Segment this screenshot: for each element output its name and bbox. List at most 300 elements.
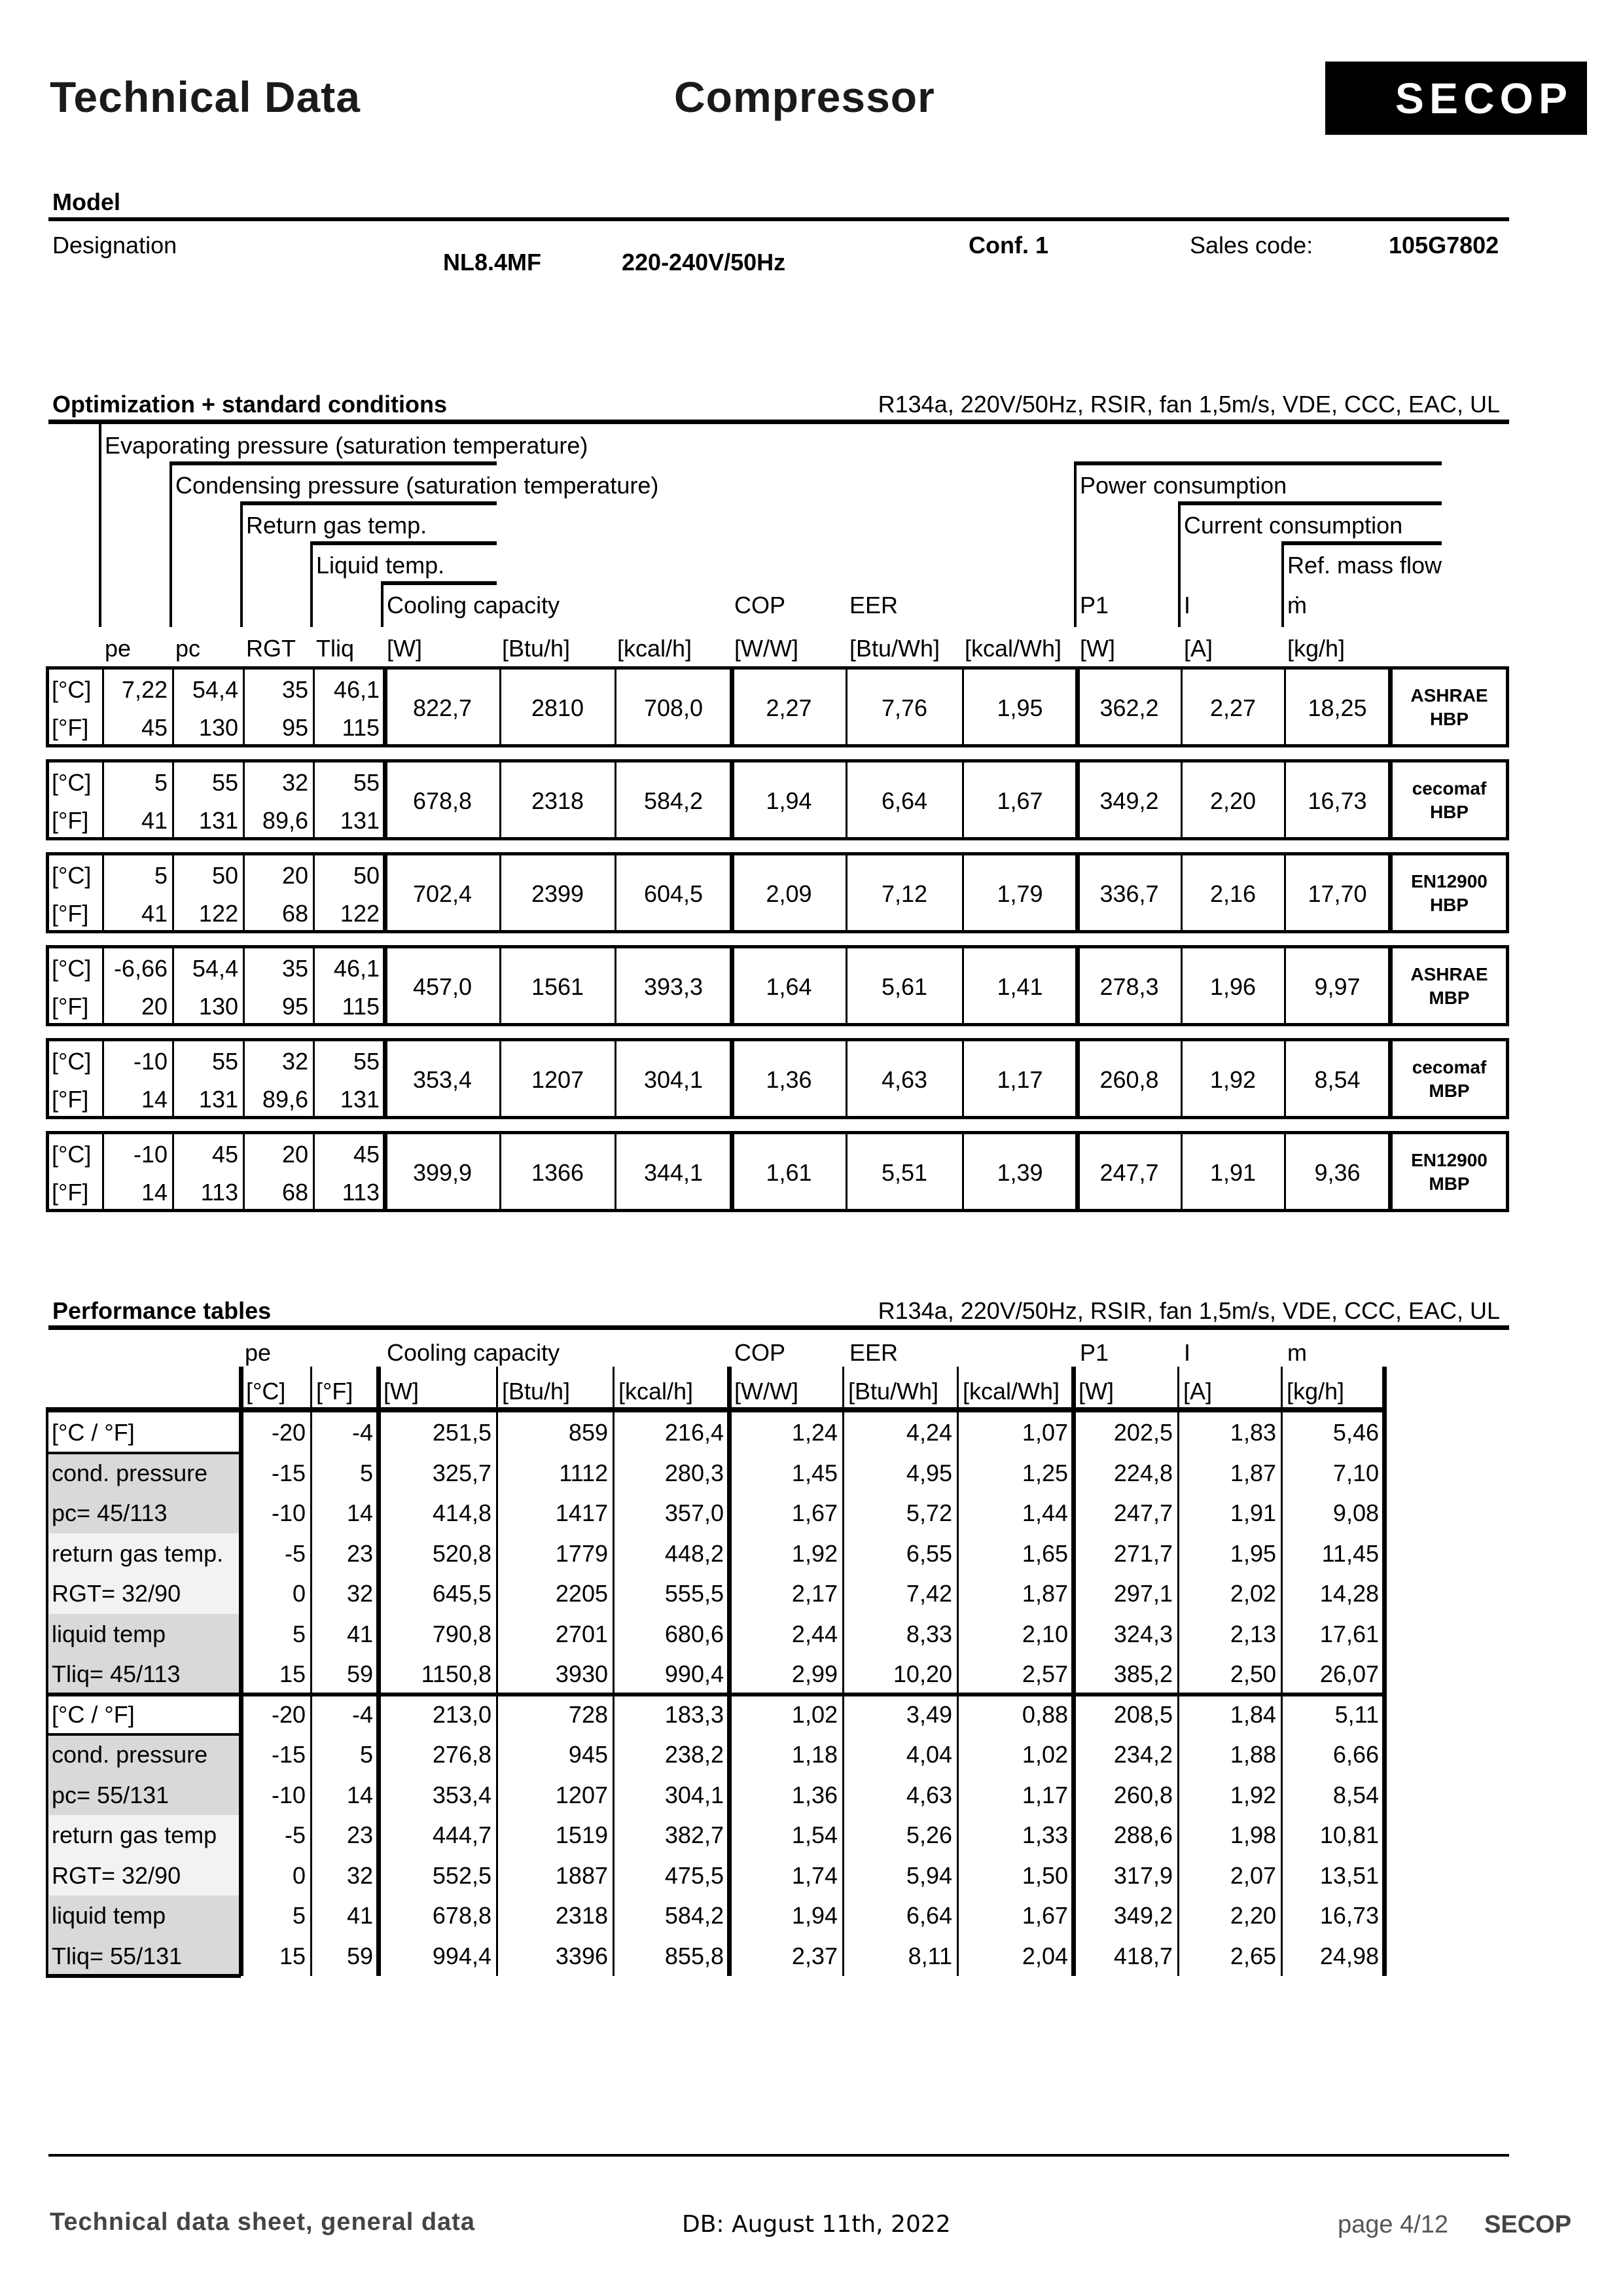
perf-value: 2701 <box>555 1620 608 1647</box>
legend-power: Power consumption <box>1080 472 1287 499</box>
perf-row-label: [°C / °F] <box>52 1700 135 1728</box>
standard-name: cecomaf <box>1412 778 1487 798</box>
perf-value: 224,8 <box>1113 1459 1173 1486</box>
perf-value: 260,8 <box>1113 1781 1173 1808</box>
perf-value: 2,10 <box>1022 1620 1068 1647</box>
standard-class: MBP <box>1429 988 1470 1008</box>
perf-value: 584,2 <box>664 1902 724 1929</box>
document-subtitle: Compressor <box>674 73 935 121</box>
perf-value: 1207 <box>555 1781 608 1808</box>
value-cell: 247,7 <box>1099 1159 1159 1186</box>
perf-value: 680,6 <box>664 1620 724 1647</box>
value-fahrenheit: 68 <box>281 900 308 927</box>
perf-value: 1,87 <box>1022 1580 1068 1607</box>
unit-celsius: [°C] <box>52 955 92 982</box>
optimization-title: Optimization + standard conditions <box>52 391 448 418</box>
value-cell: 2810 <box>531 694 584 721</box>
perf-column-divider <box>1382 1412 1387 1695</box>
value-cell: 16,73 <box>1308 787 1367 814</box>
perf-value: -15 <box>271 1741 306 1768</box>
value-cell: 1366 <box>531 1159 584 1186</box>
value-cell: 2,09 <box>766 880 812 907</box>
perf-row-label: Tliq= 45/113 <box>49 1654 239 1695</box>
legend-evaporating: Evaporating pressure (saturation temperature) <box>105 432 588 459</box>
standard-class: HBP <box>1429 895 1469 915</box>
perf-value: 1150,8 <box>421 1660 491 1687</box>
perf-value: 1,95 <box>1230 1539 1276 1567</box>
perf-value: 6,64 <box>906 1902 952 1929</box>
perf-value: 5,94 <box>906 1861 952 1889</box>
perf-value: 41 <box>346 1620 373 1647</box>
value-fahrenheit: 113 <box>200 1179 238 1206</box>
value-cell: 1,94 <box>766 787 812 814</box>
perf-value: 1887 <box>555 1861 608 1889</box>
perf-row-label: return gas temp <box>49 1815 239 1856</box>
unit-label: Tliq <box>316 635 355 662</box>
value-fahrenheit: 68 <box>281 1179 308 1206</box>
legend-p1: P1 <box>1080 592 1109 619</box>
perf-unit-label: [Btu/Wh] <box>848 1378 939 1405</box>
value-fahrenheit: 122 <box>198 900 238 927</box>
value-cell: 4,63 <box>881 1066 928 1093</box>
perf-label-divider <box>46 1733 241 1736</box>
value-cell: 1,39 <box>997 1159 1043 1186</box>
perf-value: 1,33 <box>1022 1821 1068 1848</box>
perf-value: 475,5 <box>664 1861 724 1889</box>
value-cell: 1,41 <box>997 973 1043 1000</box>
value-fahrenheit: 115 <box>342 714 380 741</box>
unit-fahrenheit: [°F] <box>52 714 89 741</box>
value-celsius: 32 <box>281 769 308 796</box>
bracket-tliq-top <box>310 541 497 545</box>
perf-value: 32 <box>346 1580 373 1607</box>
value-celsius: 54,4 <box>192 955 238 982</box>
perf-value: 325,7 <box>432 1459 491 1486</box>
perf-value: 13,51 <box>1319 1861 1379 1889</box>
perf-value: 1,88 <box>1230 1741 1276 1768</box>
unit-celsius: [°C] <box>52 862 92 889</box>
perf-unit-label: [Btu/h] <box>502 1378 571 1405</box>
value-cell: 1207 <box>531 1066 584 1093</box>
perf-unit-label: [W] <box>383 1378 419 1405</box>
perf-value: 4,04 <box>906 1741 952 1768</box>
value-celsius: 35 <box>281 676 308 703</box>
value-cell: 5,51 <box>881 1159 928 1186</box>
unit-fahrenheit: [°F] <box>52 1086 89 1113</box>
footer-rule <box>48 2154 1509 2157</box>
value-fahrenheit: 131 <box>340 1086 380 1113</box>
standard-name: EN12900 <box>1411 871 1488 891</box>
bracket-power <box>1074 461 1077 627</box>
perf-value: 645,5 <box>432 1580 491 1607</box>
perf-value: 1,36 <box>791 1781 838 1808</box>
value-cell: 18,25 <box>1308 694 1367 721</box>
value-fahrenheit: 45 <box>141 714 168 741</box>
standard-condition-row <box>46 945 1509 1026</box>
legend-liquid: Liquid temp. <box>316 552 445 579</box>
perf-header-divider <box>613 1367 615 1410</box>
perf-row-label: RGT= 32/90 <box>49 1573 239 1614</box>
perf-value: 1,25 <box>1022 1459 1068 1486</box>
value-celsius: 55 <box>211 1048 238 1075</box>
bracket-cooling-top <box>381 581 497 585</box>
perf-value: -5 <box>284 1821 306 1848</box>
perf-value: 1,91 <box>1230 1499 1276 1526</box>
standard-condition-row <box>46 1131 1509 1212</box>
perf-value: 357,0 <box>664 1499 724 1526</box>
perf-value: 349,2 <box>1113 1902 1173 1929</box>
bracket-rgt <box>240 501 243 627</box>
perf-value: 7,42 <box>906 1580 952 1607</box>
perf-value: 0 <box>292 1861 306 1889</box>
value-fahrenheit: 113 <box>342 1179 380 1206</box>
value-cell: 362,2 <box>1099 694 1159 721</box>
perf-value: 3396 <box>555 1942 608 1969</box>
perf-value: 234,2 <box>1113 1741 1173 1768</box>
value-cell: 9,36 <box>1314 1159 1361 1186</box>
perf-value: 14,28 <box>1319 1580 1379 1607</box>
perf-value: 1,67 <box>1022 1902 1068 1929</box>
value-fahrenheit: 41 <box>141 900 168 927</box>
value-celsius: 46,1 <box>333 955 380 982</box>
perf-value: 2,02 <box>1230 1580 1276 1607</box>
perf-value: 1779 <box>555 1539 608 1567</box>
perf-unit-label: [kg/h] <box>1287 1378 1345 1405</box>
unit-label: RGT <box>246 635 296 662</box>
perf-value: 297,1 <box>1113 1580 1173 1607</box>
perf-left-border <box>46 1412 48 1695</box>
unit-label: [A] <box>1184 635 1213 662</box>
perf-value: 859 <box>568 1419 608 1446</box>
value-fahrenheit: 14 <box>141 1086 168 1113</box>
perf-value: 10,20 <box>893 1660 952 1687</box>
perf-header-i: I <box>1184 1339 1191 1366</box>
value-celsius: 55 <box>211 769 238 796</box>
perf-value: -15 <box>271 1459 306 1486</box>
standard-name: ASHRAE <box>1410 685 1488 706</box>
value-cell: 2,27 <box>1209 694 1257 721</box>
value-fahrenheit: 115 <box>342 993 380 1020</box>
perf-value: 1,54 <box>791 1821 838 1848</box>
perf-value: 2,37 <box>791 1942 838 1969</box>
bracket-current <box>1178 501 1181 627</box>
perf-value: 5,46 <box>1332 1419 1379 1446</box>
perf-value: 552,5 <box>432 1861 491 1889</box>
value-cell: 2,27 <box>766 694 812 721</box>
value-cell: 1,92 <box>1209 1066 1257 1093</box>
bracket-tliq <box>310 541 313 627</box>
perf-value: 8,11 <box>908 1942 952 1969</box>
perf-value: 1,74 <box>791 1861 838 1889</box>
perf-value: 24,98 <box>1319 1942 1379 1969</box>
value-celsius: 54,4 <box>192 676 238 703</box>
perf-value: 2,44 <box>791 1620 838 1647</box>
bracket-cooling <box>381 581 383 627</box>
perf-value: 945 <box>568 1741 608 1768</box>
perf-value: 8,33 <box>906 1620 952 1647</box>
perf-value: 16,73 <box>1319 1902 1379 1929</box>
perf-value: 26,07 <box>1319 1660 1379 1687</box>
perf-header-eer: EER <box>849 1339 899 1366</box>
perf-value: 9,08 <box>1332 1499 1379 1526</box>
value-cell: 2,16 <box>1209 880 1257 907</box>
perf-header-divider <box>1071 1367 1076 1410</box>
value-cell: 353,4 <box>412 1066 473 1093</box>
perf-value: 353,4 <box>432 1781 491 1808</box>
value-cell: 7,12 <box>881 880 928 907</box>
perf-value: 1,07 <box>1022 1419 1068 1446</box>
value-fahrenheit: 130 <box>198 714 238 741</box>
perf-value: 855,8 <box>664 1942 724 1969</box>
perf-value: 8,54 <box>1332 1781 1379 1808</box>
perf-value: 5 <box>359 1459 373 1486</box>
value-cell: 6,64 <box>881 787 928 814</box>
perf-value: 208,5 <box>1113 1700 1173 1728</box>
perf-value: 1,44 <box>1022 1499 1068 1526</box>
perf-value: 14 <box>346 1499 373 1526</box>
perf-header-divider <box>376 1367 381 1410</box>
perf-header-divider <box>957 1367 959 1410</box>
perf-value: -10 <box>271 1499 306 1526</box>
perf-row-label: return gas temp. <box>49 1534 239 1574</box>
value-celsius: 50 <box>211 862 238 889</box>
perf-row-label: liquid temp <box>49 1895 239 1936</box>
standard-name: cecomaf <box>1412 1057 1487 1077</box>
legend-i: I <box>1184 592 1191 619</box>
perf-value: 1,50 <box>1022 1861 1068 1889</box>
perf-value: 1,45 <box>791 1459 838 1486</box>
perf-header-pe: pe <box>245 1339 272 1366</box>
value-cell: 2399 <box>531 880 584 907</box>
perf-header-divider <box>310 1367 312 1410</box>
perf-header-divider <box>1177 1367 1179 1410</box>
perf-row-label: pc= 55/131 <box>49 1775 239 1816</box>
unit-label: [kcal/Wh] <box>965 635 1062 662</box>
perf-value: 1,83 <box>1230 1419 1276 1446</box>
model-name: NL8.4MF <box>443 249 542 276</box>
unit-label: [W] <box>1080 635 1115 662</box>
standard-condition-row <box>46 852 1509 933</box>
perf-value: 7,10 <box>1332 1459 1379 1486</box>
perf-header-divider <box>1281 1367 1283 1410</box>
value-fahrenheit: 95 <box>281 714 308 741</box>
perf-value: 280,3 <box>664 1459 724 1486</box>
perf-value: 0 <box>292 1580 306 1607</box>
perf-value: 5 <box>359 1741 373 1768</box>
perf-value: 59 <box>346 1942 373 1969</box>
perf-row-label: cond. pressure <box>49 1453 239 1494</box>
perf-value: 59 <box>346 1660 373 1687</box>
perf-header-cop: COP <box>734 1339 786 1366</box>
perf-value: 1,02 <box>791 1700 838 1728</box>
footer-page-number: page 4/12 <box>1338 2211 1449 2238</box>
perf-value: 2,57 <box>1022 1660 1068 1687</box>
perf-value: -10 <box>271 1781 306 1808</box>
performance-conditions: R134a, 220V/50Hz, RSIR, fan 1,5m/s, VDE, CCC, EAC, UL <box>878 1297 1500 1324</box>
perf-value: 183,3 <box>664 1700 724 1728</box>
value-cell: 17,70 <box>1308 880 1367 907</box>
perf-value: 990,4 <box>664 1660 724 1687</box>
perf-value: 2,17 <box>791 1580 838 1607</box>
perf-value: 14 <box>346 1781 373 1808</box>
value-fahrenheit: 122 <box>340 900 380 927</box>
perf-value: 382,7 <box>664 1821 724 1848</box>
unit-label: [W/W] <box>734 635 798 662</box>
value-celsius: 5 <box>154 862 168 889</box>
value-fahrenheit: 41 <box>141 807 168 834</box>
perf-value: 790,8 <box>432 1620 491 1647</box>
perf-value: 32 <box>346 1861 373 1889</box>
value-fahrenheit: 89,6 <box>262 807 308 834</box>
bracket-mass <box>1281 541 1284 627</box>
perf-value: 2,13 <box>1230 1620 1276 1647</box>
perf-value: 520,8 <box>432 1539 491 1567</box>
perf-value: 5,11 <box>1334 1700 1379 1728</box>
perf-value: -4 <box>351 1700 373 1728</box>
value-celsius: 50 <box>353 862 380 889</box>
perf-value: 2205 <box>555 1580 608 1607</box>
optimization-conditions: R134a, 220V/50Hz, RSIR, fan 1,5m/s, VDE, CCC, EAC, UL <box>878 391 1500 418</box>
legend-return-gas: Return gas temp. <box>246 512 427 539</box>
value-celsius: 46,1 <box>333 676 380 703</box>
legend-m: ṁ <box>1287 592 1307 619</box>
perf-row-label: pc= 45/113 <box>49 1493 239 1534</box>
perf-value: 1,92 <box>791 1539 838 1567</box>
value-cell: 1561 <box>531 973 584 1000</box>
perf-unit-label: [W] <box>1079 1378 1114 1405</box>
value-cell: 2318 <box>531 787 584 814</box>
value-cell: 1,36 <box>766 1066 812 1093</box>
sales-code-label: Sales code: <box>1190 232 1313 259</box>
perf-value: 2,20 <box>1230 1902 1276 1929</box>
standard-name: ASHRAE <box>1410 964 1488 984</box>
standard-label <box>1393 963 1506 1010</box>
standard-condition-row <box>46 666 1509 747</box>
bracket-rgt-top <box>240 501 497 505</box>
perf-value: 2,07 <box>1230 1861 1276 1889</box>
value-cell: 604,5 <box>643 880 704 907</box>
unit-celsius: [°C] <box>52 1048 92 1075</box>
perf-value: 1,02 <box>1022 1741 1068 1768</box>
perf-value: 4,63 <box>906 1781 952 1808</box>
perf-value: 213,0 <box>432 1700 491 1728</box>
document-title: Technical Data <box>50 73 361 121</box>
perf-value: 41 <box>346 1902 373 1929</box>
perf-value: 202,5 <box>1113 1419 1173 1446</box>
perf-value: 304,1 <box>664 1781 724 1808</box>
perf-value: 2,50 <box>1230 1660 1276 1687</box>
bracket-current-top <box>1178 501 1442 505</box>
perf-value: 448,2 <box>664 1539 724 1567</box>
perf-value: 0,88 <box>1022 1700 1068 1728</box>
perf-value: 23 <box>346 1539 373 1567</box>
legend-cooling: Cooling capacity <box>387 592 560 619</box>
value-celsius: 20 <box>281 1141 308 1168</box>
performance-rule <box>48 1325 1509 1330</box>
value-cell: 702,4 <box>412 880 473 907</box>
value-cell: 349,2 <box>1099 787 1159 814</box>
perf-value: 418,7 <box>1113 1942 1173 1969</box>
value-cell: 399,9 <box>412 1159 473 1186</box>
unit-fahrenheit: [°F] <box>52 807 89 834</box>
standard-class: HBP <box>1429 802 1469 822</box>
standard-class: MBP <box>1429 1081 1470 1101</box>
perf-value: 1,84 <box>1230 1700 1276 1728</box>
unit-label: [W] <box>387 635 422 662</box>
standard-label <box>1393 1149 1506 1196</box>
standard-label <box>1393 684 1506 731</box>
perf-header-m: m <box>1287 1339 1307 1366</box>
standard-condition-row <box>46 1038 1509 1119</box>
perf-row-label: RGT= 32/90 <box>49 1856 239 1896</box>
perf-value: 1,67 <box>791 1499 838 1526</box>
perf-value: 1,92 <box>1230 1781 1276 1808</box>
perf-header-p1: P1 <box>1080 1339 1109 1366</box>
standard-class: HBP <box>1429 709 1469 729</box>
perf-value: 17,61 <box>1319 1620 1379 1647</box>
value-cell: 260,8 <box>1099 1066 1159 1093</box>
perf-value: 15 <box>279 1942 306 1969</box>
value-celsius: 20 <box>281 862 308 889</box>
model-section-label: Model <box>52 188 120 215</box>
value-celsius: 45 <box>211 1141 238 1168</box>
perf-value: 23 <box>346 1821 373 1848</box>
perf-value: 288,6 <box>1113 1821 1173 1848</box>
legend-cop: COP <box>734 592 786 619</box>
perf-value: 1519 <box>555 1821 608 1848</box>
unit-fahrenheit: [°F] <box>52 900 89 927</box>
perf-label-divider <box>46 1452 241 1454</box>
value-celsius: 35 <box>281 955 308 982</box>
unit-label: pe <box>105 635 132 662</box>
perf-value: 444,7 <box>432 1821 491 1848</box>
perf-value: 994,4 <box>432 1942 491 1969</box>
perf-value: -4 <box>351 1419 373 1446</box>
value-cell: 1,96 <box>1209 973 1257 1000</box>
value-fahrenheit: 20 <box>141 993 168 1020</box>
value-cell: 678,8 <box>412 787 473 814</box>
value-fahrenheit: 131 <box>340 807 380 834</box>
perf-value: 238,2 <box>664 1741 724 1768</box>
perf-value: -20 <box>271 1700 306 1728</box>
value-cell: 708,0 <box>643 694 704 721</box>
value-celsius: -10 <box>133 1048 168 1075</box>
performance-title: Performance tables <box>52 1297 272 1324</box>
standard-class: MBP <box>1429 1174 1470 1194</box>
value-celsius: 32 <box>281 1048 308 1075</box>
perf-value: 271,7 <box>1113 1539 1173 1567</box>
bracket-pc-top <box>169 461 497 465</box>
value-cell: 822,7 <box>412 694 473 721</box>
perf-value: 728 <box>568 1700 608 1728</box>
standard-name: EN12900 <box>1411 1150 1488 1170</box>
perf-value: 1,24 <box>791 1419 838 1446</box>
perf-value: 3930 <box>555 1660 608 1687</box>
footer-brand: SECOP <box>1484 2211 1572 2238</box>
perf-unit-label: [A] <box>1183 1378 1213 1405</box>
value-cell: 1,61 <box>766 1159 812 1186</box>
unit-label: [kcal/h] <box>617 635 692 662</box>
value-celsius: 55 <box>353 1048 380 1075</box>
perf-value: 2,99 <box>791 1660 838 1687</box>
perf-value: 276,8 <box>432 1741 491 1768</box>
value-fahrenheit: 131 <box>198 807 238 834</box>
perf-value: 317,9 <box>1113 1861 1173 1889</box>
perf-value: -5 <box>284 1539 306 1567</box>
legend-condensing: Condensing pressure (saturation temperature) <box>175 472 659 499</box>
value-cell: 1,17 <box>997 1066 1043 1093</box>
perf-unit-label: [kcal/Wh] <box>963 1378 1060 1405</box>
